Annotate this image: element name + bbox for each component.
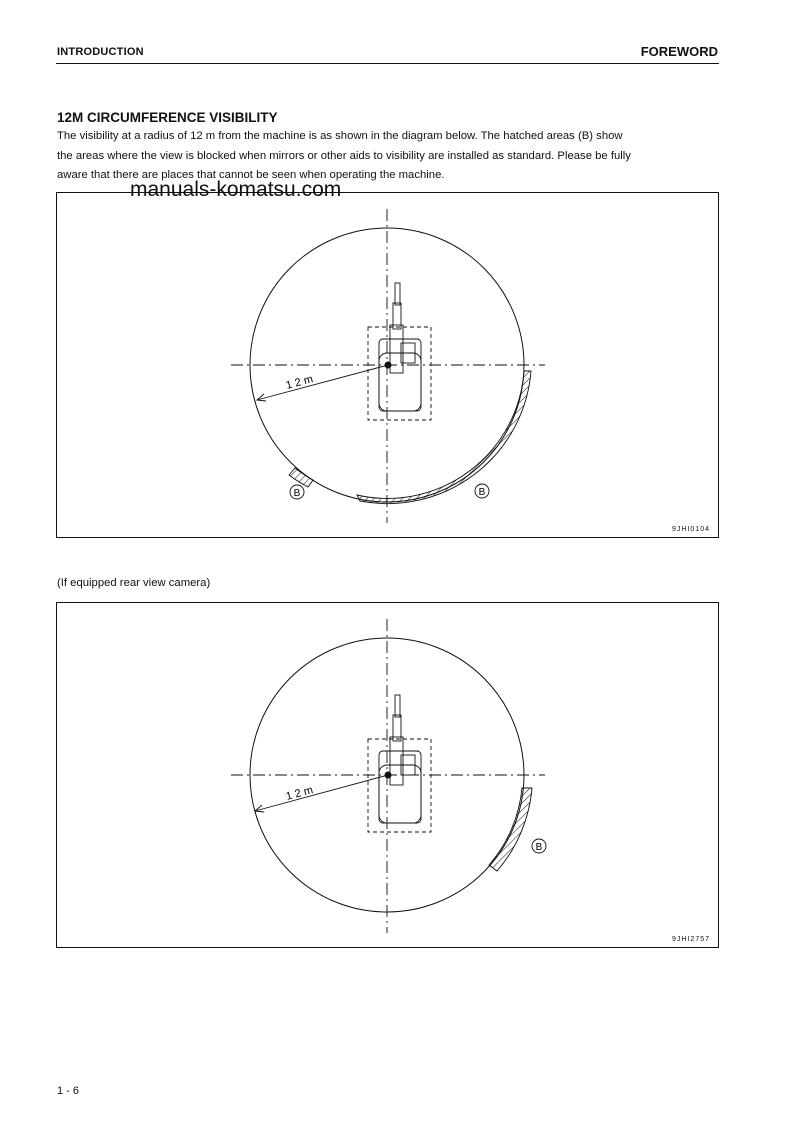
paragraph-line: aware that there are places that cannot be seen when operating the machine. (57, 169, 445, 181)
excavator-top-view (368, 695, 431, 832)
blind-area-hatch-left (289, 468, 313, 487)
header-rule (56, 63, 719, 64)
visibility-diagram-camera (56, 602, 719, 948)
header-chapter: FOREWORD (640, 44, 718, 59)
svg-text:B: B (293, 488, 301, 499)
visibility-diagram-svg (57, 603, 718, 947)
figure-code: 9JHI0104 (672, 526, 710, 533)
excavator-top-view (368, 283, 431, 420)
radius-label: 1 2 m (284, 373, 315, 392)
visibility-diagram-svg (57, 193, 718, 537)
blind-area-hatch-rear-right (489, 788, 532, 871)
radius-label: 1 2 m (284, 784, 315, 803)
svg-text:B: B (535, 842, 543, 853)
radius-arrow (255, 775, 388, 812)
figure-caption: (If equipped rear view camera) (57, 577, 211, 589)
watermark: manuals-komatsu.com (130, 178, 342, 201)
header-section: INTRODUCTION (57, 46, 144, 58)
figure-code: 9JHI2757 (672, 936, 710, 943)
callout-b-left (290, 485, 304, 499)
svg-text:B: B (478, 487, 486, 498)
paragraph-line: The visibility at a radius of 12 m from the machine is as shown in the diagram below. The hatched areas (B) show (57, 130, 623, 142)
paragraph-line: the areas where the view is blocked when mirrors or other aids to visibility are installed as standard. Please be fully (57, 149, 631, 162)
page-number: 1 - 6 (57, 1085, 80, 1097)
blind-area-hatch-rear (357, 371, 531, 504)
callout-b (532, 839, 546, 853)
visibility-diagram-standard (56, 192, 719, 538)
intro-paragraph (57, 127, 722, 186)
callout-b-right (475, 484, 489, 498)
section-title: 12M CIRCUMFERENCE VISIBILITY (57, 110, 278, 125)
